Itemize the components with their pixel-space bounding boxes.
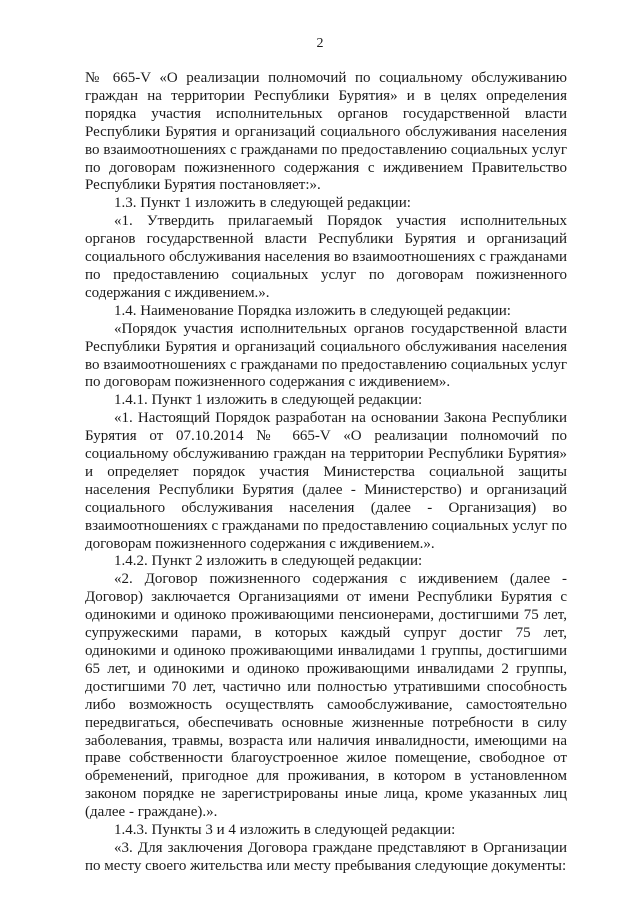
paragraph-item-1-4-3-text: «3. Для заключения Договора граждане представляют в Организации по месту своего жительства или месту пребывания следующие документы: — [85, 839, 567, 874]
page-number: 2 — [316, 36, 324, 51]
paragraph-item-1-4-heading: 1.4. Наименование Порядка изложить в следующей редакции: — [114, 302, 511, 319]
paragraph-item-1-4-1-heading: 1.4.1. Пункт 1 изложить в следующей редакции: — [114, 392, 423, 409]
paragraph-item-1-4-1-text: «1. Настоящий Порядок разработан на основании Закона Республики Бурятия от 07.10.2014 № 665-V «О реализации полномочий по социальному обслуживанию граждан на территории Республики Бурятия» и определяет порядок участия Министерства социальной защиты населения Республики Бурятия (далее - Министерство) и организаций социального обслуживания населения (далее - Организация) во взаимоотношениях с гражданами по предоставлению социальных услуг по договорам пожизненного содержания с иждивением.». — [85, 410, 567, 552]
paragraph-item-1-4-3-heading: 1.4.3. Пункты 3 и 4 изложить в следующей редакции: — [114, 822, 456, 839]
paragraph-item-1-3-heading: 1.3. Пункт 1 изложить в следующей редакции: — [114, 195, 411, 212]
paragraph-item-1-3-text: «1. Утвердить прилагаемый Порядок участия исполнительных органов государственной власти Республики Бурятия и организаций социального обслуживания населения во взаимоотношениях с гражданами по предоставлению социальных услуг по договорам пожизненного содержания с иждивением.». — [85, 213, 567, 301]
paragraph-item-1-4-2-text: «2. Договор пожизненного содержания с иждивением (далее - Договор) заключается Организациями от имени Республики Бурятия с одинокими и одиноко проживающими пенсионерами, достигшими 75 лет, супружескими парами, в которых каждый супруг достиг 75 лет, одинокими и одиноко проживающими инвалидами 1 группы, достигшими 65 лет, и одинокими и одиноко проживающими инвалидами 2 группы, достигшими 70 лет, частично или полностью утратившими способность либо возможность осуществлять самообслуживание, самостоятельно передвигаться, обеспечивать основные жизненные потребности в силу заболевания, травмы, возраста или наличия инвалидности, имеющими на праве собственности благоустроенное жилое помещение, свободное от обременений, пригодное для проживания, в котором в установленном законом порядке не зарегистрированы иные лица, кроме указанных лиц (далее - граждане).». — [85, 571, 567, 821]
paragraph-preamble-continuation: № 665-V «О реализации полномочий по социальному обслуживанию граждан на территории Республики Бурятия» и в целях определения порядка участия исполнительных органов государственной власти Республики Бурятия и организаций социального обслуживания населения во взаимоотношениях с гражданами по предоставлению социальных услуг по договорам пожизненного содержания с иждивением Правительство Республики Бурятия постановляет:». — [85, 70, 567, 194]
paragraph-item-1-4-2-heading: 1.4.2. Пункт 2 изложить в следующей редакции: — [114, 553, 423, 570]
paragraph-item-1-4-text: «Порядок участия исполнительных органов государственной власти Республики Бурятия и организаций социального обслуживания населения во взаимоотношениях с гражданами по предоставлению социальных услуг по договорам пожизненного содержания с иждивением». — [85, 320, 567, 391]
document-body — [85, 70, 567, 876]
